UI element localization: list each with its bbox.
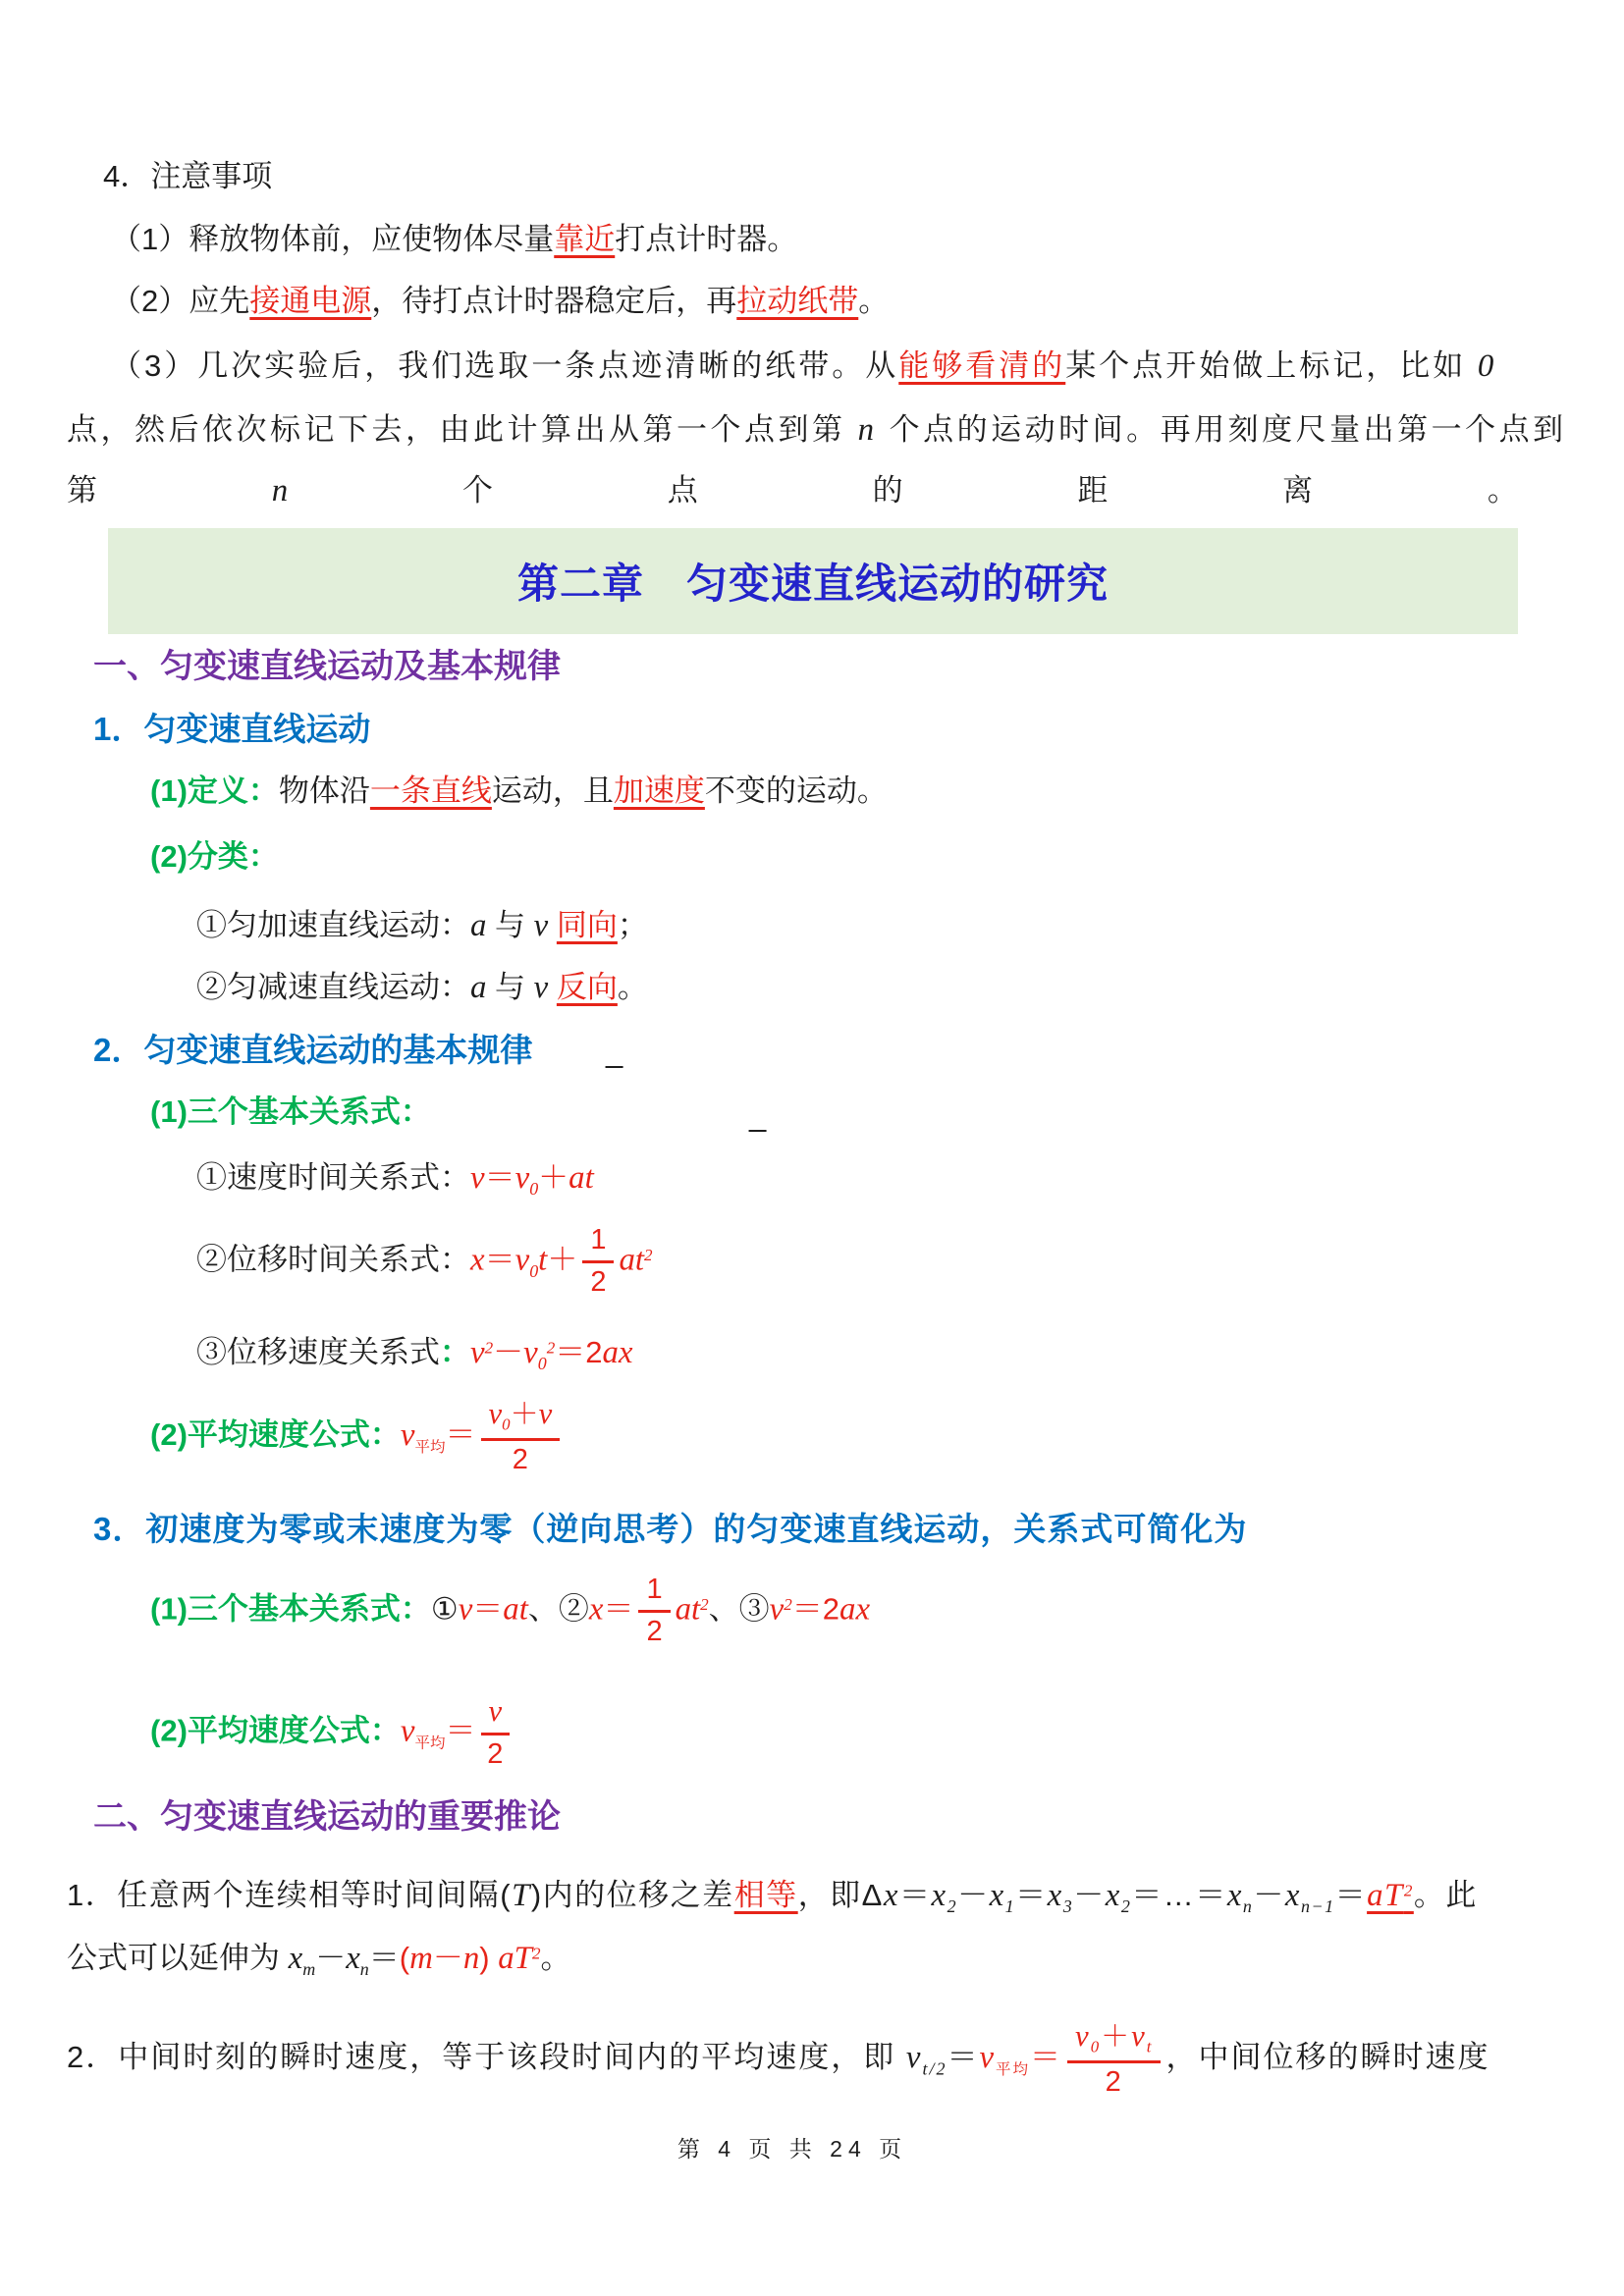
uniform-deceleration-item: ②匀减速直线运动：a 与 v 反向。 xyxy=(196,970,648,1005)
uniform-acceleration-item: ①匀加速直线运动：a 与 v 同向； xyxy=(196,908,648,943)
formula-displacement-time: ②位移时间关系式：$x=v_0t+$ $\frac{1}{2}$ $at^2$ xyxy=(196,1224,653,1298)
page-footer: 第 4 页 共 24 页 xyxy=(677,2136,908,2162)
average-velocity-formula: (2)平均速度公式：$v_{平均}=$ $\frac{v_0+v}{2}$ xyxy=(150,1398,565,1476)
note-item-3: （3）几次实验后，我们选取一条点迹清晰的纸带。从能够看清的某个点开始做上标记，比如 0 xyxy=(111,348,1497,384)
subsection-1-heading: 1．匀变速直线运动 xyxy=(93,711,371,747)
simplified-relations-line: (1)三个基本关系式：①v＝at、②x＝ $\frac{1}{2}$ $at^2$、$③v^2=2ax$ xyxy=(150,1574,871,1647)
classification-label: (2)分类： xyxy=(150,839,279,874)
stray-underscore-1: _ xyxy=(606,1035,623,1069)
chapter-banner xyxy=(108,528,1518,634)
simplified-average-velocity: (2)平均速度公式：$v_{平均}=$ $\frac{v}{2}$ xyxy=(150,1695,514,1771)
inference-2-line: 2．中间时刻的瞬时速度，等于该段时间内的平均速度，即 $v_{t/2}=v_{平均}=$ $\frac{v_0+v_t}{2}$ ，中间位移的瞬时速度 xyxy=(67,2019,1490,2099)
inference-1-line-2: 公式可以延伸为 $x_m-x_n=(m-n)$ $aT^2$。 xyxy=(67,1941,571,1980)
subsection-2-heading: 2．匀变速直线运动的基本规律 xyxy=(93,1032,533,1068)
inference-1-line-1: 1．任意两个连续相等时间间隔(T)内的位移之差相等，即$\Delta x=x_2-x_1=x_3-x_2=\dots=x_n-x_{n-1}=aT^2$。此 xyxy=(67,1878,1478,1917)
formula-velocity-time: ①速度时间关系式：$v=v_0+at$ xyxy=(196,1160,594,1200)
justified-last-line: 第 n 个 点 的 距 离 。 xyxy=(67,473,1518,508)
subsection-3-heading: 3．初速度为零或末速度为零（逆向思考）的匀变速直线运动，关系式可简化为 xyxy=(93,1511,1248,1547)
section-2-heading: 二、匀变速直线运动的重要推论 xyxy=(93,1798,561,1836)
chapter-title: 第二章 匀变速直线运动的研究 xyxy=(516,561,1109,607)
note-item-3-continuation: 点，然后依次标记下去，由此计算出从第一个点到第 n 个点的运动时间。再用刻度尺量出第一个点到 xyxy=(67,412,1567,448)
note-item-1: （1）释放物体前，应使物体尽量靠近打点计时器。 xyxy=(111,222,798,256)
relations-label: (1)三个基本关系式： xyxy=(150,1095,431,1129)
section-1-heading: 一、匀变速直线运动及基本规律 xyxy=(93,648,561,685)
note-item-2: （2）应先接通电源，待打点计时器稳定后，再拉动纸带。 xyxy=(111,284,890,318)
formula-displacement-velocity: ③位移速度关系式：$v^2-v_0^2=2ax$ xyxy=(196,1335,633,1374)
note-heading: 4．注意事项 xyxy=(103,159,273,193)
stray-underscore-2: _ xyxy=(749,1098,767,1133)
definition-line: (1)定义：物体沿一条直线运动，且加速度不变的运动。 xyxy=(150,774,888,808)
